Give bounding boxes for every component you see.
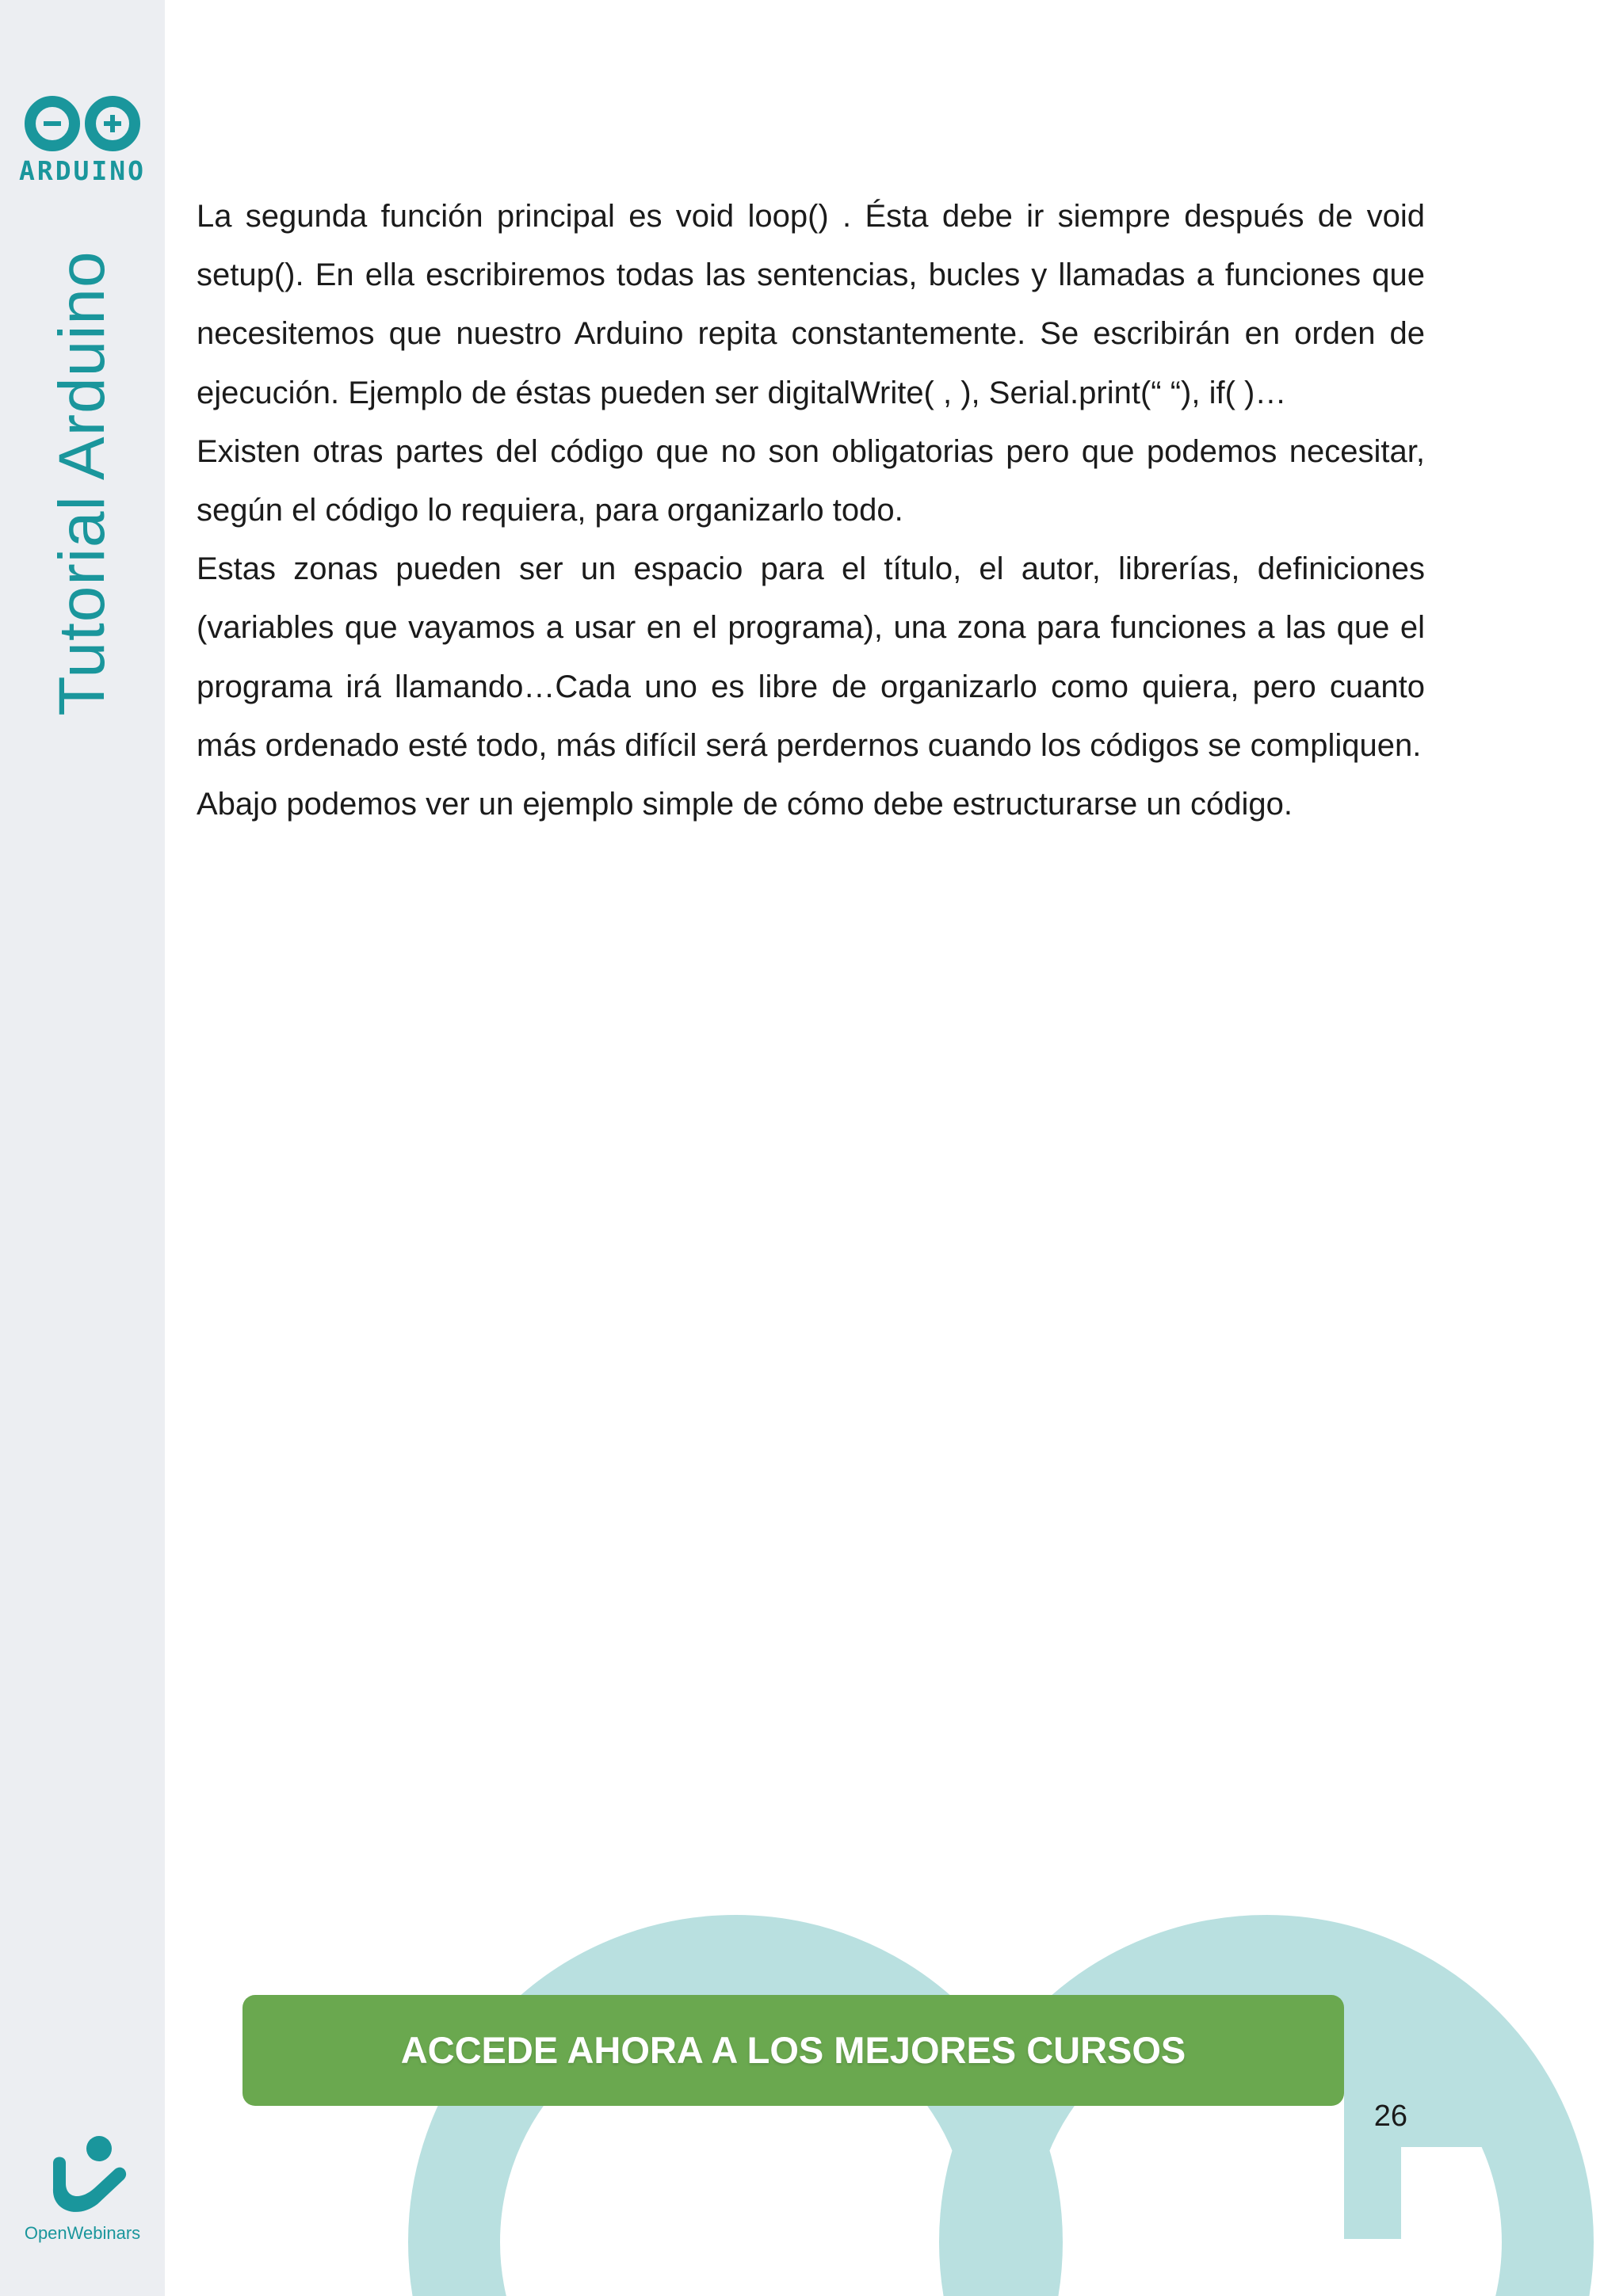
- paragraph: La segunda función principal es void loop() . Ésta debe ir siempre después de void setup(). En ella escribiremos todas las sentencias, bucles y llamadas a funciones que necesitemos que nuestro Arduino repita constantemente. Se escribirán en orden de ejecución. Ejemplo de éstas pueden ser digitalWrite( , ), Serial.print(“ “), if( )…: [197, 199, 1425, 410]
- arduino-logo: [17, 95, 147, 186]
- body-text: [197, 187, 1425, 833]
- openwebinars-text: OpenWebinars: [24, 2223, 141, 2243]
- arduino-infinity-icon: [17, 95, 147, 152]
- sidebar: [0, 0, 165, 2296]
- openwebinars-icon: [31, 2131, 134, 2218]
- logo-text: ARDUINO: [18, 155, 147, 186]
- openwebinars-logo: [17, 2131, 147, 2244]
- paragraph: Existen otras partes del código que no son obligatorias pero que podemos necesitar, según el código lo requiera, para organizarlo todo.: [197, 433, 1425, 528]
- cta-button[interactable]: ACCEDE AHORA A LOS MEJORES CURSOS: [242, 1995, 1344, 2106]
- page-number: 26: [1373, 2100, 1407, 2133]
- vertical-title: Tutorial Arduino: [46, 250, 118, 716]
- paragraph: Estas zonas pueden ser un espacio para el título, el autor, librerías, definiciones (variables que vayamos a usar en el programa), una zona para funciones a las que el programa irá llamando…Cada uno es libre de organizarlo como quiera, pero cuanto más ordenado esté todo, más difícil será perdernos cuando los códigos se compliquen.: [197, 551, 1425, 763]
- paragraph: Abajo podemos ver un ejemplo simple de cómo debe estructurarse un código.: [197, 787, 1293, 822]
